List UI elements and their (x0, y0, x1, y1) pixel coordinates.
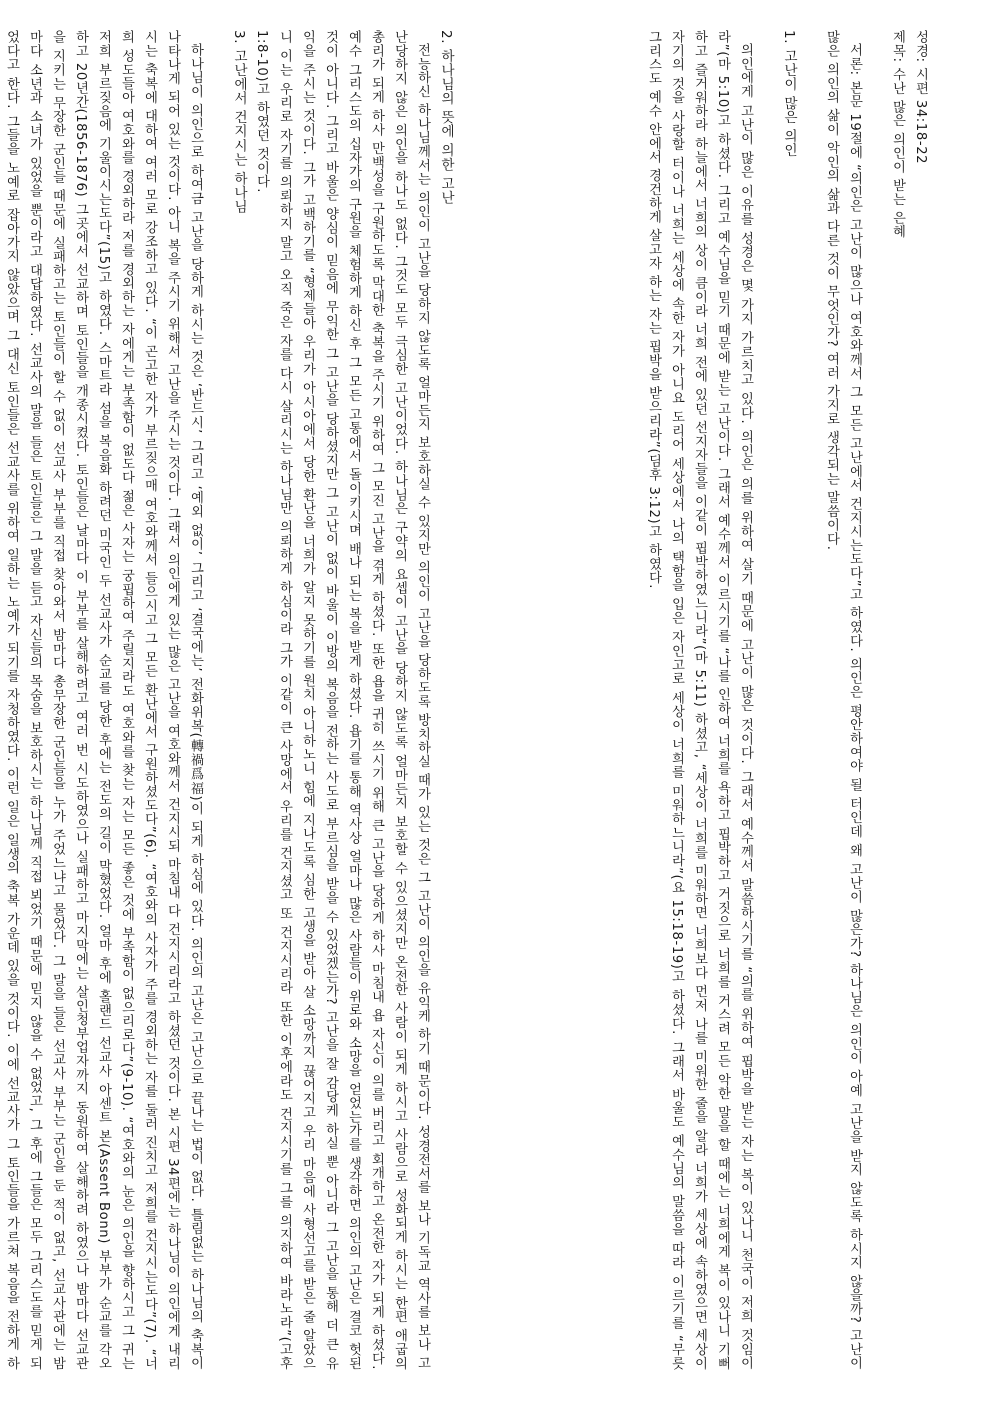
section-1-body: 의인에게 고난이 많은 이유를 성경은 몇 가지 가르치고 있다. 의인은 의를 위하여 살기 때문에 고난이 많은 것이다. 그래서 예수께서 말씀하시기를 “의를 위하여 핍박을 받는 자는 복이 있나니 천국이 저희 것임이라”(마 5:10)고 하셨다. 그리고 예수님을 믿기 때문에 받는 고난이다. 그래서 예수께서 이르시기를 “나를 인하여 너희를 욕하고 핍박하고 거짓으로 너희를 거스려 모든 악한 말을 할 때에는 너희에게 복이 있나니 기뻐하고 즐거워하라 하늘에서 너희의 상이 큼이라 너희 전에 있던 선지자들을 이같이 핍박하였느니라”(마 5:11) 하셨고, “세상이 너희를 미워하면 너희보다 먼저 나를 미워한 줄을 알라 너희가 세상에 속하였으면 세상이 자기의 것을 사랑할 터이나 너희는 세상에 속한 자가 아니요 도리어 세상에서 나의 택함을 입은 자인고로 세상이 너희를 미워하느니라”(요 15:18-19)고 하셨다. 그래서 바울도 예수님의 말씀을 따라 이르기를 “무릇 그리스도 예수 안에서 경건하게 살고자 하는 자는 핍박을 받으리라”(딤후 3:12)고 하였다. (646, 30, 753, 1370)
sermon-title: 제목: 수난 많은 의인이 받는 은혜 (890, 30, 905, 239)
intro-paragraph: 서론: 본문 19절에 “의인은 고난이 많으나 여호와께서 그 모든 고난에서 건지시는도다”고 하였다. 의인은 평안하여야 될 터인데 왜 고난이 많은가? 하나님은 의인이 아예 고난을 받지 않도록 하시지 않을까? 고난이 많은 의인의 삶이 악인의 삶과 다른 것이 무엇인가? 여러 가지로 생각되는 말씀이다. (824, 30, 862, 1370)
scripture-reference: 성경: 시편 34:18-22 (913, 30, 928, 165)
section-1-heading: 1. 고난이 많은 의인 (781, 30, 797, 158)
section-2-heading: 2. 하나님의 뜻에 의한 고난 (438, 30, 454, 205)
column-left (4, 30, 457, 1370)
section-2-body: 전능하신 하나님께서는 의인이 고난을 당하지 않도록 얼마든지 보호하실 수 있지만 의인이 고난을 당하도록 방치하실 때가 있는 것은 그 고난이 의인을 유익케 하기 때문이다. 성경전서를 보나 기독교 역사를 보나 고난당하지 않은 의인을 하나도 없다. 그것도 모두 극심한 고난이었다. 하나님은 구약의 요셉이 고난을 당하지 않도록 얼마든지 보호할 수 있으셨지만 온전한 사람이 되게 하시고 사람으로 성화되게 하시는 한편 애굽의 총리가 되게 하사 만백성을 구원하도록 막대한 축복을 주시기 위하여 그 모진 고난을 겪게 하셨다. 또한 욥을 귀히 쓰시기 위해 큰 고난을 당하게 하사 마침내 욥 자신이 의를 버리고 회개하고 온전한 자가 되게 하셨다. 예수 그리스도의 십자가의 구원을 체험하게 하신 후 그 모든 고통에서 돌이키시며 배나 되는 복을 받게 하셨다. 욥기를 통해 역사상 얼마나 많은 사람들이 위로와 소망을 얻었는가를 생각하면 의인의 고난은 결코 헛된 것이 아니다. 그리고 바울은 양심이 믿음에 무익한 그 고난을 당하셨지만 그 고난이 없이 바울이 이방의 복음을 전하는 사도로 부르심을 받을 수 있었겠는가? 고난을 잘 감당케 하실 뿐 아니라 그 고난을 통해 더 큰 유익을 주시는 것이다. 그가 고백하기를 “형제들아 우리가 아시아에서 당한 환난을 너희가 알지 못하기를 원치 아니하노니 힘에 지나도록 심한 고생을 받아 살 소망까지 끊어지고 우리 마음에 사형선고를 받은 줄 알았으니 이는 우리로 자기를 의뢰하지 말고 오직 죽은 자를 다시 살리시는 하나님만 의뢰하게 하심이라 그가 이같이 큰 사망에서 우리를 건지셨고 또 건지시리라 또한 이후에라도 건지시기를 그를 의지하여 바라노라”(고후 1:8-10)고 하였던 것이다. (254, 30, 430, 1370)
section-3-body: 하나님이 의인으로 하여금 고난을 당하게 하시는 것은 ‘반드시’ 그리고 ‘예외 없이’ 그리고 ‘결국에는’ 전화위복(轉禍爲福)이 되게 하심에 있다. 의인의 고난은 고난으로 끝나는 법이 없다. 틀림없는 하나님의 축복이 나타나게 되어 있는 것이다. 아니 복을 주시기 위해서 고난을 주시는 것이다. 그래서 의인에게 있는 많은 고난을 여호와께서 건지시되 마침내 다 건지시리라고 하셨던 것이다. 본 시편 34편에는 하나님이 의인에게 내리시는 축복에 대하여 여러 모로 강조하고 있다. “이 곤고한 자가 부르짖으매 여호와께서 들으시고 그 모든 환난에서 구원하셨도다”(6). “여호와의 사자가 주를 경외하는 자를 둘러 진치고 저희를 건지시는도다”(7). “너희 성도들아 여호와를 경외하라 저를 경외하는 자에게는 부족함이 없도다 젊은 사자는 궁핍하여 주릴지라도 여호와를 찾는 자는 모든 좋은 것에 부족함이 없으리로다”(9-10). “여호와의 눈은 의인을 향하시고 그 귀는 저희 부르짖음에 기울이시는도다”(15)고 하였다. 스마트라 섬을 복음화 하려던 미국인 두 선교사가 순교를 당한 후에는 전도의 길이 막혔었다. 얼마 후에 홀랜드 선교사 아센트 본(Assent Bonn) 부부가 순교를 각오하고 20년간(1856-1876) 그곳에서 선교하며 토인들을 개종시켰다. 토인들은 날마다 이 부부를 살해하려고 여러 번 시도하였으나 실패하고 마지막에는 살인청부업자까지 동원하여 살해하려 하였으나 밤마다 선교관을 지키는 무장한 군인들 때문에 실패하고는 토인들이 할 수 없이 선교사 부부를 직접 찾아와서 밤마다 총무장한 군인들을 누가 주었느냐고 물었다. 그 말을 들은 선교사 부부는 군인을 둔 적이 없고, 선교사관에는 밤마다 소년과 소녀가 있었을 뿐이라고 대답하였다. 선교사의 말을 들은 토인들은 그 말을 듣고 자신들의 목숨을 보호하시는 하나님께 직접 뵈었기 때문에 믿지 않을 수 없었고, 그 후에 그들은 모두 그리스도를 믿게 되었다고 한다. 그들을 노예로 잡아가지 않았으며 그 대신 토인들은 선교사를 위하여 일하는 노예가 되기를 자청하였다. 이런 일은 일생의 축복 가운데 있을 것이다. 이에 선교사가 그 토인들을 가르쳐 복음을 전하게 하 (4, 30, 203, 1370)
section-3-heading: 3. 고난에서 건지시는 하나님 (231, 30, 247, 214)
column-right (540, 30, 932, 1370)
